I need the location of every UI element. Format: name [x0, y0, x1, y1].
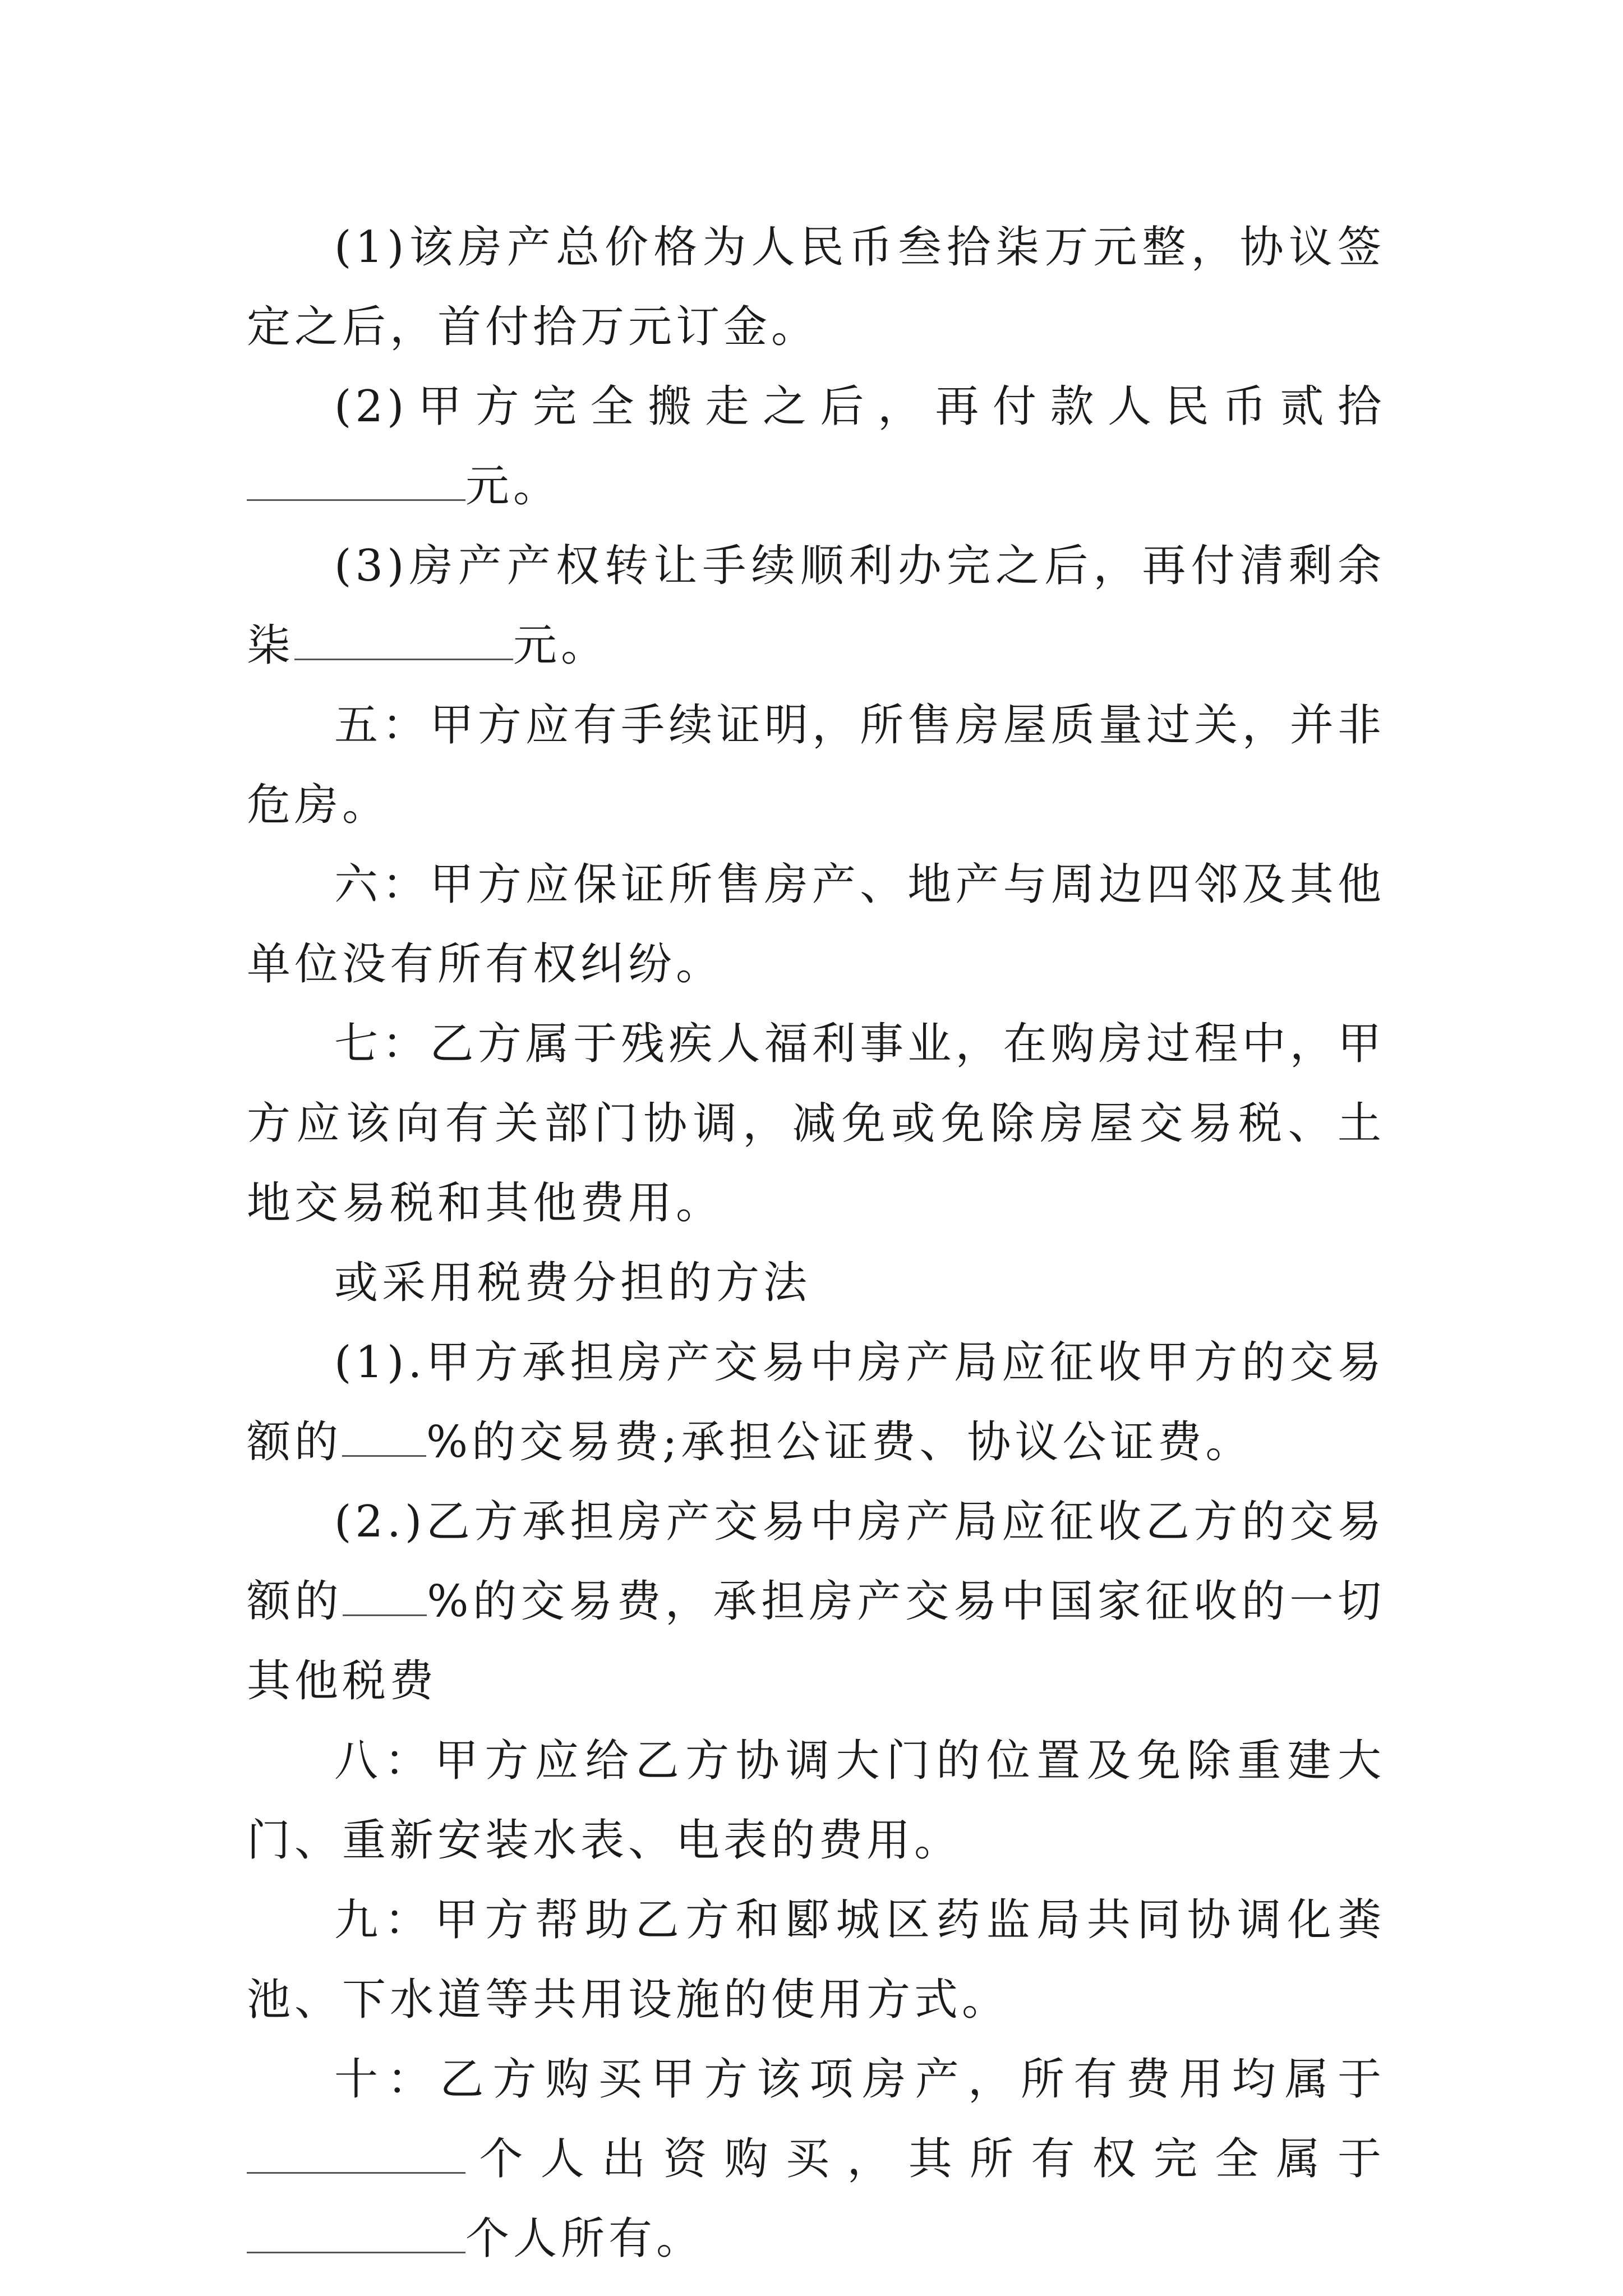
paragraph-tax-party-b	[247, 1482, 1385, 1721]
fill-blank	[247, 2133, 465, 2174]
paragraph-text: 六：甲方应保证所售房产、地产与周边四邻及其他单位没有所有权纠纷。	[247, 859, 1385, 990]
paragraph-text-after: 个人所有。	[465, 2214, 704, 2264]
paragraph-text: 八：甲方应给乙方协调大门的位置及免除重建大门、重新安装水表、电表的费用。	[247, 1736, 1385, 1866]
paragraph-text: (1)该房产总价格为人民币叁拾柒万元整，协议签定之后，首付拾万元订金。	[247, 222, 1385, 352]
paragraph-text: (2.)乙方承担房产交易中房产局应征收乙方的交易额的	[247, 1497, 1385, 1627]
paragraph-text-after: %的交易费，承担房产交易中国家征收的一切其他税费	[247, 1576, 1385, 1706]
paragraph-clause-7	[247, 1004, 1385, 1243]
paragraph-text: 五：甲方应有手续证明，所售房屋质量过关，并非危房。	[247, 700, 1385, 830]
paragraph-text: (3)房产产权转让手续顺利办完之后，再付清剩余柒	[247, 541, 1385, 671]
fill-blank	[294, 619, 513, 660]
paragraph-text: 九：甲方帮助乙方和郾城区药监局共同协调化粪池、下水道等共用设施的使用方式。	[247, 1895, 1385, 2025]
paragraph-text-mid: 个人出资购买，其所有权完全属于	[465, 2134, 1385, 2184]
fill-blank	[247, 460, 465, 501]
fill-blank	[247, 2212, 465, 2253]
paragraph-text-after: %的交易费;承担公证费、协议公证费。	[426, 1417, 1253, 1467]
document-body	[247, 208, 1385, 2279]
paragraph-text: (2)甲方完全搬走之后，再付款人民币贰拾	[334, 381, 1385, 432]
fill-blank	[342, 1416, 426, 1457]
paragraph-clause-10	[247, 2040, 1385, 2279]
paragraph-text: 七：乙方属于残疾人福利事业，在购房过程中，甲方应该向有关部门协调，减免或免除房屋交易税、土地交易税和其他费用。	[247, 1019, 1385, 1228]
paragraph-payment-1	[247, 208, 1385, 367]
paragraph-text: (1).甲方承担房产交易中房产局应征收甲方的交易额的	[247, 1337, 1385, 1467]
paragraph-clause-9	[247, 1880, 1385, 2040]
paragraph-payment-2	[247, 367, 1385, 526]
paragraph-text-after: 元。	[513, 620, 609, 671]
paragraph-text-after: 元。	[465, 461, 561, 512]
paragraph-text: 或采用税费分担的方法	[334, 1258, 811, 1308]
paragraph-tax-party-a	[247, 1323, 1385, 1482]
paragraph-clause-8	[247, 1721, 1385, 1880]
paragraph-clause-6	[247, 845, 1385, 1004]
paragraph-payment-3	[247, 526, 1385, 685]
paragraph-clause-5	[247, 685, 1385, 845]
paragraph-text: 十：乙方购买甲方该项房产，所有费用均属于	[334, 2054, 1385, 2105]
paragraph-tax-method	[247, 1243, 1385, 1323]
fill-blank	[343, 1575, 427, 1616]
